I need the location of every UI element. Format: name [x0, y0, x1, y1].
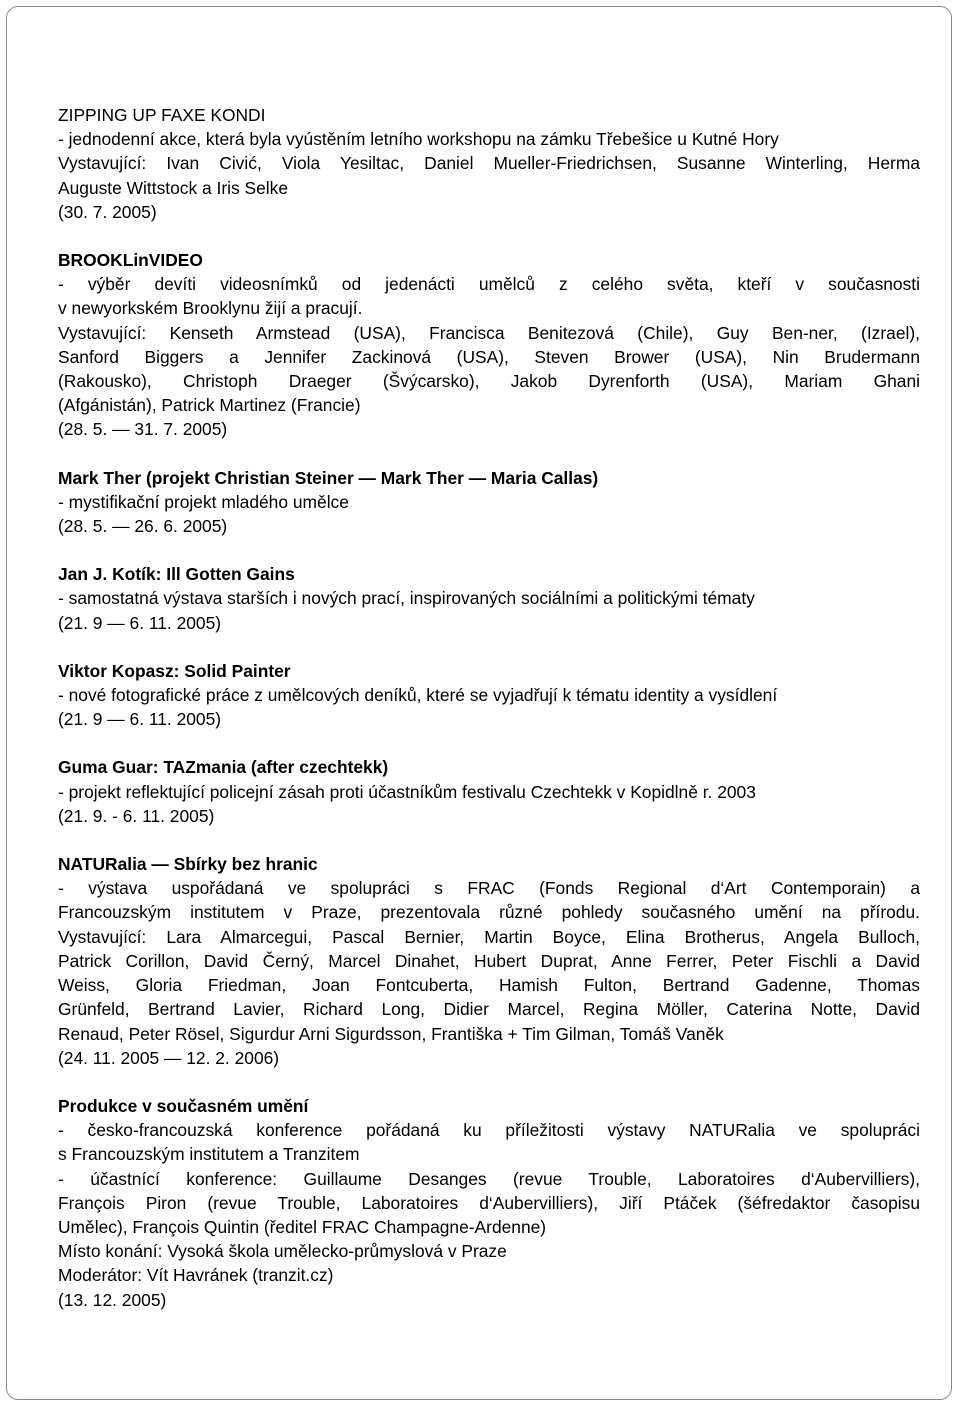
section-line: - projekt reflektující policejní zásah proti účastníkům festivalu Czechtekk v Kopidlně r. 2003: [58, 781, 756, 802]
section-line: Francouzským institutem v Praze, prezentovala různé pohledy současného umění na přírodu.: [58, 902, 920, 923]
section-mark-ther: [58, 466, 920, 539]
section-line: (13. 12. 2005): [58, 1289, 167, 1310]
section-line: Umělec), François Quintin (ředitel FRAC Champagne-Ardenne): [58, 1216, 547, 1237]
section-guma-guar: [58, 755, 920, 828]
section-line: - výběr devíti videosnímků od jedenácti umělců z celého světa, kteří v současnosti: [58, 274, 920, 295]
section-heading: NATURalia — Sbírky bez hranic: [58, 854, 318, 875]
section-line: Moderátor: Vít Havránek (tranzit.cz): [58, 1265, 334, 1286]
section-line: (28. 5. — 26. 6. 2005): [58, 516, 228, 537]
section-line: Sanford Biggers a Jennifer Zackinová (USA), Steven Brower (USA), Nin Brudermann: [58, 346, 920, 367]
section-heading: Viktor Kopasz: Solid Painter: [58, 660, 291, 681]
section-line: Vystavující: Ivan Civić, Viola Yesiltac, Daniel Mueller-Friedrichsen, Susanne Winterling, Herma: [58, 153, 920, 174]
section-line: - výstava uspořádaná ve spolupráci s FRAC (Fonds Regional d‘Art Contemporain) a: [58, 878, 920, 899]
section-line: - účastnící konference: Guillaume Desanges (revue Trouble, Laboratoires d‘Aubervilliers),: [58, 1168, 920, 1189]
section-line: Grünfeld, Bertrand Lavier, Richard Long, Didier Marcel, Regina Möller, Caterina Notte, David: [58, 999, 920, 1020]
section-line: (Afgánistán), Patrick Martinez (Francie): [58, 395, 361, 416]
section-heading: BROOKLinVIDEO: [58, 250, 203, 271]
section-line: Renaud, Peter Rösel, Sigurdur Arni Sigurdsson, Františka + Tim Gilman, Tomáš Vaněk: [58, 1023, 724, 1044]
section-line: v newyorkském Brooklynu žijí a pracují.: [58, 298, 363, 319]
document-page: [6, 6, 952, 1400]
section-line: (Rakousko), Christoph Draeger (Švýcarsko), Jakob Dyrenforth (USA), Mariam Ghani: [58, 371, 920, 392]
section-produkce: [58, 1094, 920, 1312]
section-viktor-kopasz: [58, 659, 920, 732]
section-line: (24. 11. 2005 — 12. 2. 2006): [58, 1047, 280, 1068]
section-line: (21. 9. - 6. 11. 2005): [58, 805, 215, 826]
section-jan-j-kotik: [58, 562, 920, 635]
section-line: Vystavující: Lara Almarcegui, Pascal Bernier, Martin Boyce, Elina Brotherus, Angela Bulloch,: [58, 926, 920, 947]
section-heading: Guma Guar: TAZmania (after czechtekk): [58, 757, 389, 778]
section-brooklinvideo: [58, 248, 920, 442]
section-line: (21. 9 — 6. 11. 2005): [58, 709, 222, 730]
section-line: - samostatná výstava starších i nových prací, inspirovaných sociálními a politickými tématy: [58, 588, 755, 609]
document-content: [58, 103, 920, 1312]
section-line: - mystifikační projekt mladého umělce: [58, 491, 349, 512]
section-heading: Mark Ther (projekt Christian Steiner — Mark Ther — Maria Callas): [58, 467, 599, 488]
section-line: Weiss, Gloria Friedman, Joan Fontcuberta, Hamish Fulton, Bertrand Gadenne, Thomas: [58, 975, 920, 996]
section-line: - jednodenní akce, která byla vyústěním letního workshopu na zámku Třebešice u Kutné Hory: [58, 129, 779, 150]
section-line: Vystavující: Kenseth Armstead (USA), Francisca Benitezová (Chile), Guy Ben-ner, (Izrael),: [58, 322, 920, 343]
section-line: Auguste Wittstock a Iris Selke: [58, 177, 289, 198]
section-line: Patrick Corillon, David Černý, Marcel Dinahet, Hubert Duprat, Anne Ferrer, Peter Fischli a David: [58, 950, 920, 971]
section-heading: Produkce v současném umění: [58, 1095, 309, 1116]
section-line: (28. 5. — 31. 7. 2005): [58, 419, 228, 440]
section-line: - česko-francouzská konference pořádaná ku příležitosti výstavy NATURalia ve spolupráci: [58, 1120, 920, 1141]
section-zipping-up-faxe-kondi: [58, 103, 920, 224]
section-naturalia: [58, 852, 920, 1070]
section-line: Místo konání: Vysoká škola umělecko-průmyslová v Praze: [58, 1241, 507, 1262]
section-heading: Jan J. Kotík: Ill Gotten Gains: [58, 564, 295, 585]
section-line: (21. 9 — 6. 11. 2005): [58, 612, 222, 633]
section-line: s Francouzským institutem a Tranzitem: [58, 1144, 360, 1165]
section-line: - nové fotografické práce z umělcových deníků, které se vyjadřují k tématu identity a vysídlení: [58, 685, 778, 706]
section-line: François Piron (revue Trouble, Laboratoires d‘Aubervilliers), Jiří Ptáček (šéfredaktor časopisu: [58, 1192, 920, 1213]
section-heading: ZIPPING UP FAXE KONDI: [58, 105, 266, 125]
section-line: (30. 7. 2005): [58, 201, 157, 222]
